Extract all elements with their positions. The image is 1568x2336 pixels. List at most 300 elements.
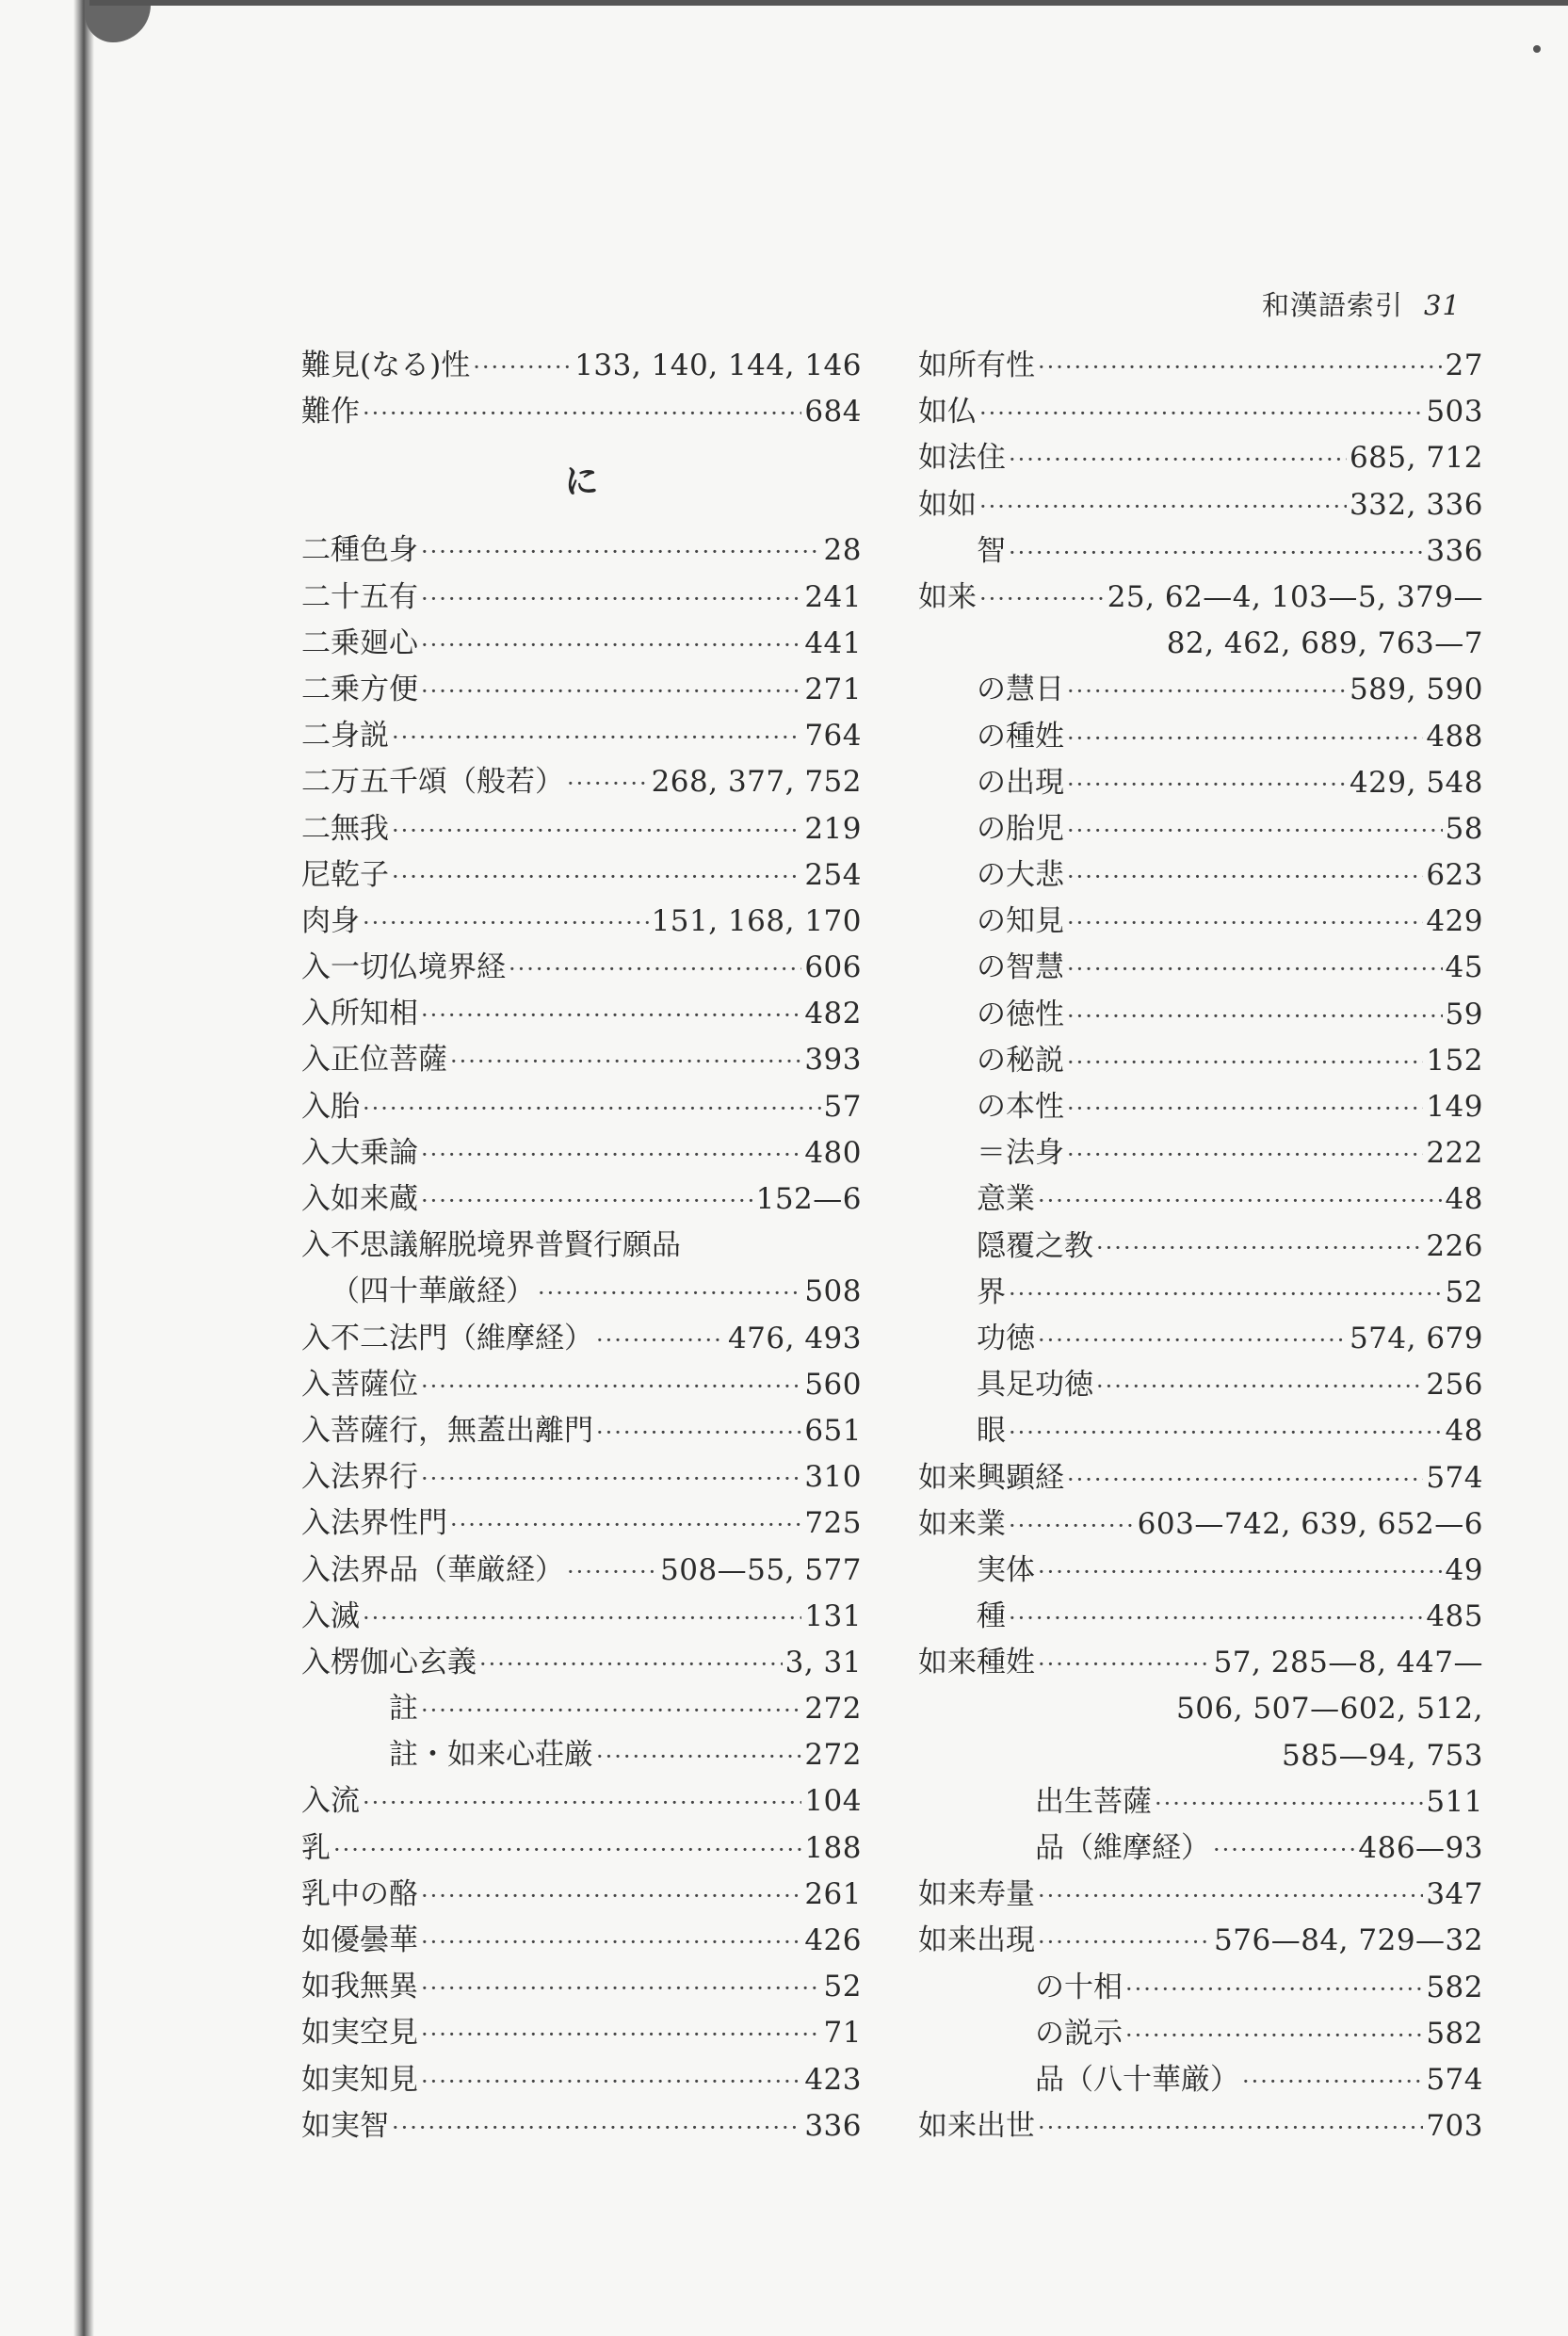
dot-leader xyxy=(450,1502,801,1549)
top-edge-rule xyxy=(89,0,1568,6)
index-term: の種姓 xyxy=(977,719,1064,754)
dot-leader xyxy=(1067,1457,1423,1503)
kana-heading: に xyxy=(564,462,599,502)
dot-leader xyxy=(509,947,801,993)
index-term: 如実智 xyxy=(301,2108,389,2143)
speck xyxy=(1533,45,1541,53)
index-entry xyxy=(301,1084,862,1130)
page-refs: 703 xyxy=(1426,2109,1483,2144)
index-term: 隠覆之教 xyxy=(977,1228,1093,1263)
page-refs: 310 xyxy=(804,1460,862,1495)
page-refs: 582 xyxy=(1426,2016,1483,2051)
index-entry xyxy=(918,992,1483,1038)
dot-leader xyxy=(596,1318,725,1364)
index-term: の智慧 xyxy=(977,950,1064,985)
index-term: の慧日 xyxy=(977,673,1064,707)
index-term: 入流 xyxy=(301,1784,360,1819)
index-entry xyxy=(918,1316,1483,1362)
page-refs: 272 xyxy=(804,1692,862,1727)
index-entry xyxy=(918,852,1483,899)
index-term: 二乗方便 xyxy=(301,672,418,706)
page-refs: 226 xyxy=(1426,1228,1483,1263)
index-entry xyxy=(301,527,862,574)
page-refs: 480 xyxy=(804,1135,862,1170)
index-entry xyxy=(301,1732,862,1778)
index-entry xyxy=(301,1269,862,1315)
index-entry xyxy=(918,806,1483,852)
dot-leader xyxy=(363,1086,821,1132)
page-refs: 651 xyxy=(804,1413,862,1448)
index-entry xyxy=(301,1130,862,1176)
index-entry xyxy=(918,435,1483,481)
page-refs: 511 xyxy=(1426,1784,1483,1819)
page-refs: 133, 140, 144, 146 xyxy=(574,349,862,382)
page-refs: 560 xyxy=(804,1367,862,1402)
dot-leader xyxy=(1009,1596,1423,1642)
index-term: 尼乾子 xyxy=(301,857,389,892)
dot-leader xyxy=(1067,762,1347,808)
index-continuation xyxy=(918,1733,1483,1779)
index-term: 入法界行 xyxy=(301,1460,418,1495)
index-entry xyxy=(301,1176,862,1223)
page-refs: 254 xyxy=(804,857,862,892)
page-refs: 332, 336 xyxy=(1349,487,1483,522)
dot-leader xyxy=(538,1271,801,1317)
page-refs: 52 xyxy=(823,1970,862,2004)
dot-leader xyxy=(421,669,801,715)
dot-leader xyxy=(1155,1781,1423,1827)
dot-leader xyxy=(1009,437,1347,483)
dot-leader xyxy=(1038,1178,1443,1225)
dot-leader xyxy=(1096,1364,1423,1410)
index-entry xyxy=(301,899,862,945)
index-entry xyxy=(918,760,1483,806)
ink-blot xyxy=(85,0,151,42)
index-term: 入正位菩薩 xyxy=(301,1043,447,1078)
page-refs: 131 xyxy=(804,1598,862,1633)
index-term: （四十華厳経） xyxy=(331,1274,535,1309)
index-term: 如来種姓 xyxy=(918,1646,1035,1680)
index-term: 界 xyxy=(977,1274,1006,1309)
dot-leader xyxy=(1067,994,1443,1040)
page-refs: 28 xyxy=(823,533,862,568)
index-entry xyxy=(301,1872,862,1918)
index-entry xyxy=(918,1130,1483,1176)
index-entry xyxy=(918,1455,1483,1501)
dot-leader xyxy=(567,1549,657,1596)
index-entry xyxy=(301,1037,862,1083)
index-term: 功徳 xyxy=(977,1321,1035,1355)
dot-leader xyxy=(392,2105,801,2151)
page-refs: 606 xyxy=(804,950,862,985)
page-refs: 429 xyxy=(1426,904,1483,939)
dot-leader xyxy=(479,1642,783,1688)
page-refs: 256 xyxy=(1426,1368,1483,1403)
page-refs: 152—6 xyxy=(755,1182,862,1216)
index-term: 如来 xyxy=(918,579,977,614)
index-term: 入胎 xyxy=(301,1089,360,1124)
index-entry xyxy=(918,1548,1483,1594)
page-refs: 48 xyxy=(1445,1182,1483,1217)
index-entry xyxy=(918,1965,1483,2011)
index-entry xyxy=(918,1176,1483,1223)
dot-leader xyxy=(1038,345,1443,391)
index-entry xyxy=(918,343,1483,389)
index-term: の知見 xyxy=(977,904,1064,939)
index-entry xyxy=(918,1872,1483,1918)
page-refs: 272 xyxy=(804,1738,862,1773)
page-refs: 685, 712 xyxy=(1349,441,1483,476)
index-entry xyxy=(301,1964,862,2010)
dot-leader xyxy=(1038,2105,1423,2151)
page-refs: 261 xyxy=(804,1876,862,1911)
dot-leader xyxy=(450,1039,801,1085)
index-entry xyxy=(918,667,1483,713)
left-column xyxy=(301,343,862,2149)
page-refs: 482 xyxy=(804,997,862,1031)
index-term: 品（八十華厳） xyxy=(1035,2062,1239,2097)
page-refs: 336 xyxy=(1426,533,1483,568)
page-refs: 3, 31 xyxy=(784,1645,862,1679)
index-term: 二十五有 xyxy=(301,579,418,614)
dot-leader xyxy=(421,1966,821,2012)
index-entry xyxy=(301,945,862,991)
index-term: 如優曇華 xyxy=(301,1923,418,1957)
dot-leader xyxy=(392,808,801,854)
index-term: 二身説 xyxy=(301,719,389,754)
page-refs: 506, 507—602, 512, xyxy=(1176,1692,1483,1727)
dot-leader xyxy=(421,1456,801,1502)
page-number: 31 xyxy=(1424,289,1461,321)
index-entry xyxy=(301,575,862,621)
page-refs: 441 xyxy=(804,625,862,660)
index-term: 如如 xyxy=(918,487,977,522)
dot-leader xyxy=(392,715,801,761)
page-refs: 508 xyxy=(804,1274,862,1309)
dot-leader xyxy=(1009,1272,1443,1318)
dot-leader xyxy=(421,1364,801,1410)
page-refs: 574 xyxy=(1426,2062,1483,2097)
page-refs: 49 xyxy=(1445,1552,1483,1587)
index-entry xyxy=(918,1038,1483,1084)
index-term: 入法界品（華厳経） xyxy=(301,1552,564,1587)
index-term: 実体 xyxy=(977,1552,1035,1587)
dot-leader xyxy=(1009,1503,1135,1549)
page-refs: 486—93 xyxy=(1358,1831,1483,1865)
dot-leader xyxy=(1067,854,1423,900)
index-entry xyxy=(301,2103,862,2149)
index-entry xyxy=(918,389,1483,435)
page-refs: 576—84, 729—32 xyxy=(1214,1923,1483,1958)
index-term: 如法住 xyxy=(918,441,1006,476)
index-term: 二種色身 xyxy=(301,533,418,568)
running-header xyxy=(1262,284,1461,323)
dot-leader xyxy=(363,1780,801,1826)
page-refs: 589, 590 xyxy=(1349,673,1483,707)
index-entry xyxy=(301,2010,862,2056)
page-refs: 623 xyxy=(1426,858,1483,893)
dot-leader xyxy=(1038,1920,1211,1966)
page-refs: 58 xyxy=(1445,811,1483,846)
index-term: 如来出世 xyxy=(918,2109,1035,2144)
dot-leader xyxy=(979,576,1105,623)
index-term: 入所知相 xyxy=(301,997,418,1031)
dot-leader xyxy=(1067,808,1443,854)
dot-leader xyxy=(421,1688,801,1734)
index-term: 如実知見 xyxy=(301,2062,418,2097)
index-term: 如来出現 xyxy=(918,1923,1035,1958)
index-term: 如仏 xyxy=(918,395,977,430)
index-entry xyxy=(918,945,1483,991)
page-refs: 151, 168, 170 xyxy=(651,903,862,938)
page-refs: 426 xyxy=(804,1923,862,1957)
dot-leader xyxy=(421,2012,821,2058)
dot-leader xyxy=(1038,1642,1211,1688)
index-entry xyxy=(918,482,1483,528)
dot-leader xyxy=(473,345,572,391)
index-entry xyxy=(918,1224,1483,1270)
index-entry xyxy=(301,1223,862,1269)
index-term: の徳性 xyxy=(977,997,1064,1031)
index-term: の説示 xyxy=(1035,2016,1123,2051)
index-term: 智 xyxy=(977,533,1006,568)
index-entry xyxy=(918,528,1483,575)
index-entry xyxy=(301,759,862,805)
page-refs: 725 xyxy=(804,1506,862,1541)
index-term: 二乗廻心 xyxy=(301,625,418,660)
dot-leader xyxy=(1067,900,1423,947)
index-term: 種 xyxy=(977,1599,1006,1634)
index-entry xyxy=(918,1408,1483,1454)
index-term: 意業 xyxy=(977,1182,1035,1217)
index-term: 入菩薩行，無蓋出離門 xyxy=(301,1413,593,1448)
index-entry xyxy=(301,713,862,759)
page-refs: 268, 377, 752 xyxy=(651,765,862,800)
page-refs: 71 xyxy=(823,2016,862,2051)
book-spine xyxy=(73,0,94,2336)
page-refs: 336 xyxy=(804,2108,862,2143)
index-entry xyxy=(918,2103,1483,2149)
page-refs: 684 xyxy=(804,395,862,430)
page-refs: 25, 62—4, 103—5, 379— xyxy=(1107,579,1483,614)
index-term: の本性 xyxy=(977,1090,1064,1124)
page-refs: 82, 462, 689, 763—7 xyxy=(1166,626,1483,661)
index-term: 難作 xyxy=(301,395,360,430)
index-term: 肉身 xyxy=(301,903,360,938)
index-term: 如所有性 xyxy=(918,349,1035,382)
dot-leader xyxy=(1125,2013,1423,2059)
index-entry xyxy=(301,1454,862,1501)
page-refs: 503 xyxy=(1426,395,1483,430)
dot-leader xyxy=(596,1734,801,1780)
page-refs: 57 xyxy=(823,1089,862,1124)
index-continuation xyxy=(918,1686,1483,1732)
index-term: の十相 xyxy=(1035,1970,1123,2004)
index-entry xyxy=(301,991,862,1037)
index-entry xyxy=(918,1362,1483,1408)
index-entry xyxy=(301,806,862,852)
dot-leader xyxy=(1009,1410,1443,1456)
index-entry xyxy=(918,899,1483,945)
index-entry xyxy=(301,667,862,713)
index-term: 入不思議解脱境界普賢行願品 xyxy=(301,1228,681,1263)
page-refs: 393 xyxy=(804,1043,862,1078)
dot-leader xyxy=(1125,1967,1423,2013)
index-continuation xyxy=(918,621,1483,667)
dot-leader xyxy=(1038,1318,1347,1364)
index-term: 註・如来心荘厳 xyxy=(389,1738,593,1773)
page-refs: 27 xyxy=(1445,349,1483,382)
index-term: 入滅 xyxy=(301,1598,360,1633)
page-refs: 488 xyxy=(1426,719,1483,754)
index-term: 品（維摩経） xyxy=(1035,1831,1210,1865)
dot-leader xyxy=(1213,1827,1355,1874)
index-entry xyxy=(301,1362,862,1408)
index-entry xyxy=(301,1778,862,1825)
index-term: 如来興顕経 xyxy=(918,1460,1064,1495)
page-refs: 59 xyxy=(1445,997,1483,1031)
dot-leader xyxy=(1242,2059,1423,2105)
page-refs: 104 xyxy=(804,1784,862,1819)
index-term: 入法界性門 xyxy=(301,1506,447,1541)
index-term: 眼 xyxy=(977,1414,1006,1449)
index-entry xyxy=(301,1918,862,1964)
dot-leader xyxy=(363,900,649,947)
index-term: 出生菩薩 xyxy=(1035,1784,1152,1819)
dot-leader xyxy=(1067,716,1423,762)
dot-leader xyxy=(421,623,801,669)
index-term: 二万五千頌（般若） xyxy=(301,765,564,800)
dot-leader xyxy=(421,576,801,623)
page-refs: 219 xyxy=(804,811,862,846)
index-term: 具足功徳 xyxy=(977,1368,1093,1403)
dot-leader xyxy=(596,1410,801,1456)
index-term: 難見(なる)性 xyxy=(301,349,471,382)
page-refs: 764 xyxy=(804,719,862,754)
index-entry xyxy=(301,1548,862,1594)
index-entry xyxy=(301,1640,862,1686)
index-term: の胎児 xyxy=(977,811,1064,846)
page-refs: 48 xyxy=(1445,1414,1483,1449)
dot-leader xyxy=(421,1874,801,1920)
right-column xyxy=(918,343,1483,2149)
entries-before-heading xyxy=(301,343,862,435)
index-term: 入菩薩位 xyxy=(301,1367,418,1402)
index-term: 入大乗論 xyxy=(301,1135,418,1170)
dot-leader xyxy=(421,993,801,1039)
index-entry xyxy=(301,389,862,435)
dot-leader xyxy=(1067,1040,1423,1086)
page-refs: 222 xyxy=(1426,1136,1483,1171)
dot-leader xyxy=(567,761,649,807)
dot-leader xyxy=(1067,1132,1423,1178)
index-term: の秘説 xyxy=(977,1043,1064,1078)
index-term: の出現 xyxy=(977,765,1064,800)
dot-leader xyxy=(1067,669,1347,715)
page-refs: 52 xyxy=(1445,1274,1483,1309)
entries-ni xyxy=(301,527,862,2149)
index-term: の大悲 xyxy=(977,858,1064,893)
index-entry xyxy=(918,575,1483,621)
dot-leader xyxy=(421,2059,801,2105)
index-term: 入一切仏境界経 xyxy=(301,950,506,985)
index-term: 乳中の酪 xyxy=(301,1876,418,1911)
page-refs: 429, 548 xyxy=(1349,765,1483,800)
index-entry xyxy=(918,1825,1483,1872)
index-entry xyxy=(918,1779,1483,1825)
dot-leader xyxy=(333,1827,801,1874)
index-term: 如我無異 xyxy=(301,1970,418,2004)
dot-leader xyxy=(421,1178,753,1225)
index-entry xyxy=(301,343,862,389)
dot-leader xyxy=(392,854,801,900)
page-refs: 149 xyxy=(1426,1090,1483,1124)
page-refs: 508—55, 577 xyxy=(660,1552,862,1587)
page-refs: 152 xyxy=(1426,1043,1483,1078)
page-refs: 585—94, 753 xyxy=(1282,1738,1483,1773)
index-entry xyxy=(918,2057,1483,2103)
index-term: 乳 xyxy=(301,1830,331,1865)
dot-leader xyxy=(1096,1225,1423,1272)
page-refs: 241 xyxy=(804,579,862,614)
index-entry xyxy=(918,1594,1483,1640)
page-refs: 347 xyxy=(1426,1877,1483,1912)
dot-leader xyxy=(979,484,1347,530)
index-term: 入楞伽心玄義 xyxy=(301,1645,477,1679)
index-term: 入如来蔵 xyxy=(301,1182,418,1216)
dot-leader xyxy=(421,529,821,576)
dot-leader xyxy=(1067,1086,1423,1132)
index-entry xyxy=(301,852,862,899)
index-term: 如来寿量 xyxy=(918,1877,1035,1912)
index-entry xyxy=(301,1316,862,1362)
index-entry xyxy=(918,1640,1483,1686)
dot-leader xyxy=(421,1920,801,1966)
page-refs: 423 xyxy=(804,2062,862,2097)
index-entry xyxy=(918,1918,1483,1964)
index-entry xyxy=(918,1501,1483,1548)
section-title: 和漢語索引 xyxy=(1262,289,1404,321)
dot-leader xyxy=(421,1132,801,1178)
dot-leader xyxy=(1009,530,1423,576)
dot-leader xyxy=(1067,947,1443,993)
index-entry xyxy=(918,1084,1483,1130)
index-entry xyxy=(918,714,1483,760)
page-refs: 188 xyxy=(804,1830,862,1865)
page-refs: 271 xyxy=(804,672,862,706)
page-refs: 57, 285—8, 447— xyxy=(1213,1646,1483,1680)
page-refs: 582 xyxy=(1426,1970,1483,2004)
page-refs: 574 xyxy=(1426,1460,1483,1495)
index-term: 二無我 xyxy=(301,811,389,846)
index-entry xyxy=(301,1594,862,1640)
index-entry xyxy=(301,1825,862,1872)
index-entry xyxy=(301,2057,862,2103)
index-entry xyxy=(918,1270,1483,1316)
index-entry xyxy=(918,2011,1483,2057)
index-term: 註 xyxy=(389,1692,418,1727)
page-refs: 45 xyxy=(1445,950,1483,985)
index-entry xyxy=(301,621,862,667)
index-term: ＝法身 xyxy=(977,1136,1064,1171)
dot-leader xyxy=(979,391,1423,437)
page-refs: 603—742, 639, 652—6 xyxy=(1137,1506,1483,1541)
dot-leader xyxy=(363,391,801,437)
page-refs: 485 xyxy=(1426,1599,1483,1634)
index-entry xyxy=(301,1686,862,1732)
page-refs: 476, 493 xyxy=(727,1321,862,1355)
index-term: 如来業 xyxy=(918,1506,1006,1541)
